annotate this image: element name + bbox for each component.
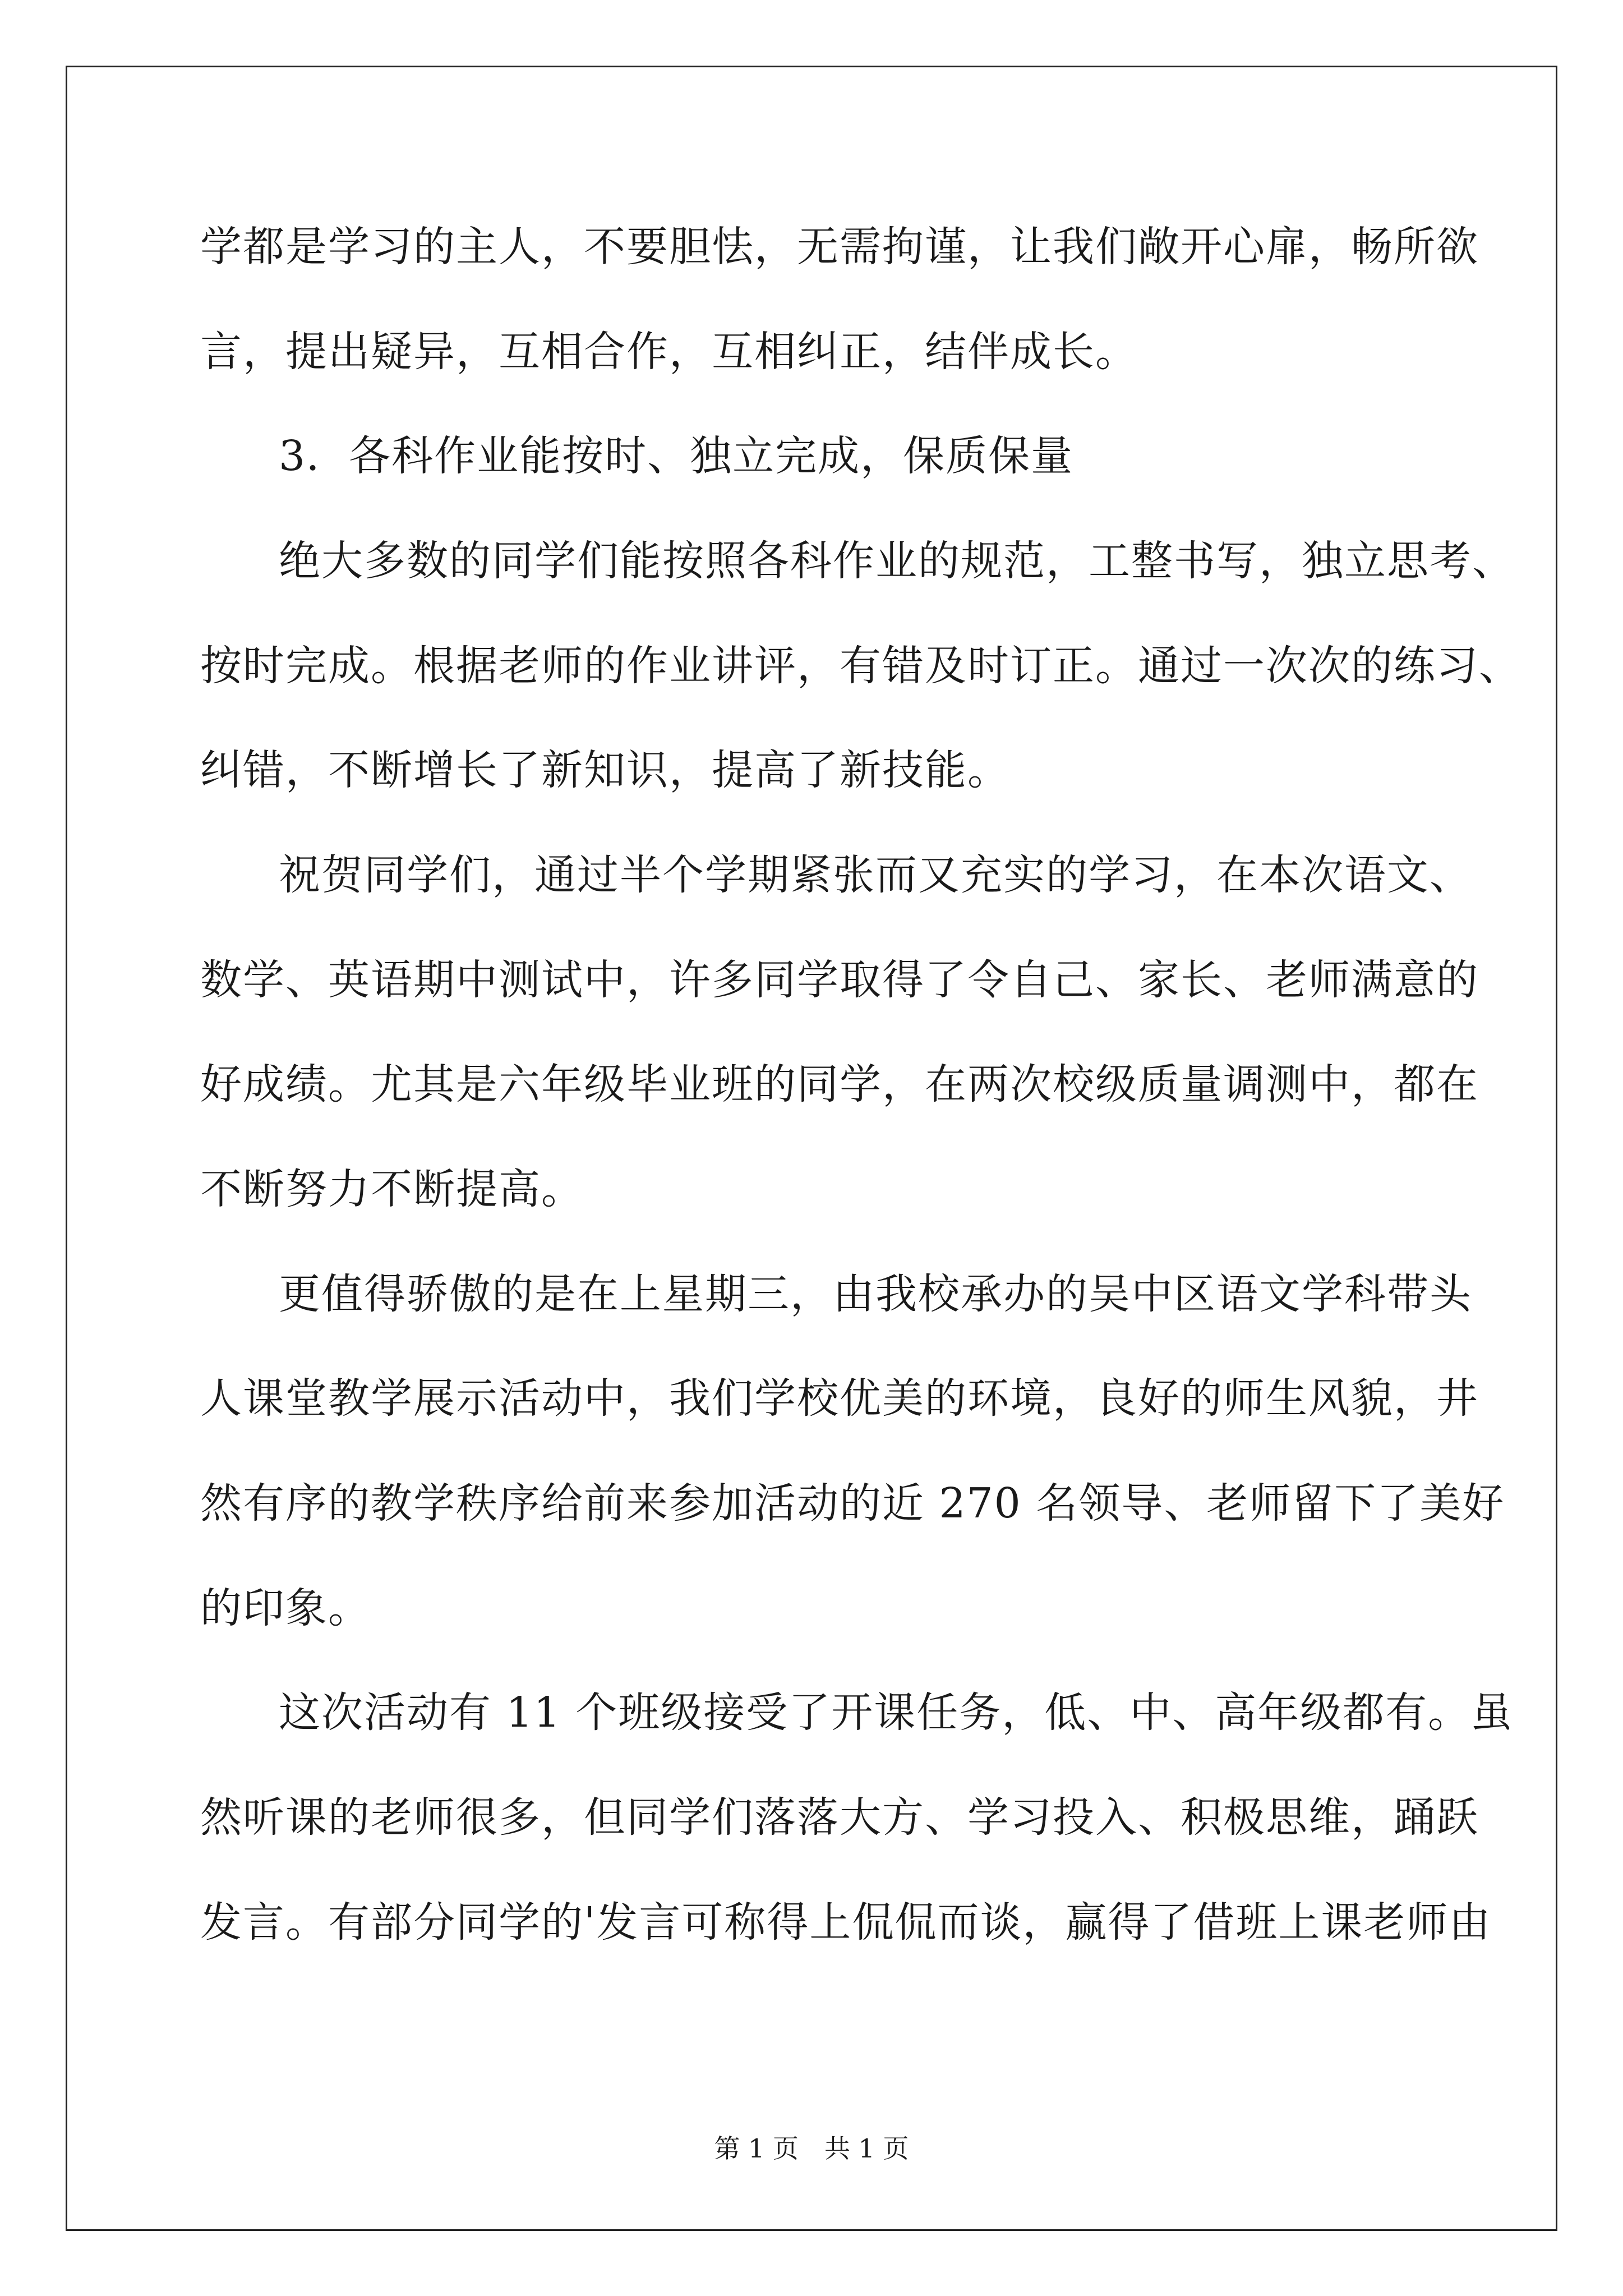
- section-heading: 3．各科作业能按时、独立完成，保质保量: [279, 432, 1074, 480]
- paragraph-first-line: 绝大多数的同学们能按照各科作业的规范，工整书写，独立思考、: [279, 537, 1515, 585]
- text-line: 不断努力不断提高。: [200, 1165, 584, 1213]
- text-line: 言，提出疑异，互相合作，互相纠正，结伴成长。: [200, 328, 1138, 376]
- text-line: 的印象。: [200, 1584, 371, 1632]
- text-line: 学都是学习的主人，不要胆怯，无需拘谨，让我们敞开心扉，畅所欲: [200, 223, 1479, 271]
- paragraph-first-line: 更值得骄傲的是在上星期三，由我校承办的吴中区语文学科带头: [279, 1270, 1472, 1318]
- paragraph-first-line: 祝贺同学们，通过半个学期紧张而又充实的学习，在本次语文、: [279, 851, 1472, 899]
- text-line: 然有序的教学秩序给前来参加活动的近 270 名领导、老师留下了美好: [200, 1479, 1505, 1527]
- text-line: 数学、英语期中测试中，许多同学取得了令自己、家长、老师满意的: [200, 956, 1479, 1004]
- text-line: 发言。有部分同学的'发言可称得上侃侃而谈，赢得了借班上课老师由: [200, 1898, 1492, 1947]
- text-line: 然听课的老师很多，但同学们落落大方、学习投入、积极思维，踊跃: [200, 1793, 1479, 1842]
- page-footer: 第 1 页 共 1 页: [714, 2133, 909, 2164]
- paragraph-first-line: 这次活动有 11 个班级接受了开课任务，低、中、高年级都有。虽: [279, 1688, 1514, 1737]
- text-line: 按时完成。根据老师的作业讲评，有错及时订正。通过一次次的练习、: [200, 642, 1521, 690]
- text-line: 人课堂教学展示活动中，我们学校优美的环境，良好的师生风貌，井: [200, 1374, 1479, 1423]
- text-line: 纠错，不断增长了新知识，提高了新技能。: [200, 746, 1010, 794]
- text-line: 好成绩。尤其是六年级毕业班的同学，在两次校级质量调测中，都在: [200, 1060, 1479, 1108]
